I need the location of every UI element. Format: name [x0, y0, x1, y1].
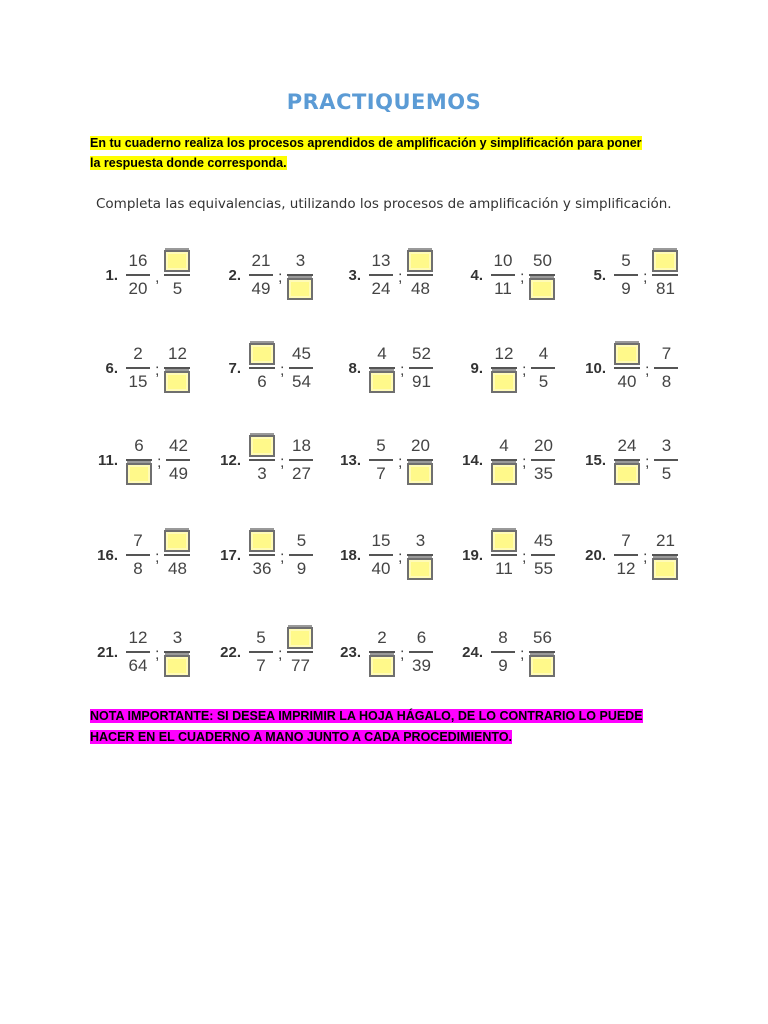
answer-box[interactable]: [249, 530, 275, 552]
fraction: [527, 248, 557, 302]
fraction: [489, 341, 519, 395]
answer-box[interactable]: [491, 371, 517, 393]
exercise-subtitle: Completa las equivalencias, utilizando los procesos de amplificación y simplificación.: [96, 196, 672, 212]
separator: ;: [280, 454, 285, 471]
numerator: 6: [416, 628, 427, 648]
fraction-bar: [164, 651, 190, 653]
fraction: [162, 248, 192, 302]
exercise-number: 7.: [228, 359, 241, 377]
numerator: 5: [376, 436, 386, 456]
note-highlight: NOTA IMPORTANTE: SI DESEA IMPRIMIR LA HOJA HÁGALO, DE LO CONTRARIO LO PUEDE HACER EN EL CUADERNO A MANO JUNTO A CADA PROCEDIMIENTO.: [90, 709, 643, 744]
denominator: 11: [494, 278, 512, 298]
exercise-item: [580, 245, 680, 305]
fraction: [367, 433, 395, 487]
denominator: 27: [291, 463, 311, 483]
fraction: [405, 528, 435, 582]
exercise-item: [335, 245, 435, 305]
exercise-item: [335, 430, 435, 490]
separator: ;: [520, 269, 525, 286]
separator: ;: [522, 362, 527, 379]
denominator: 49: [168, 463, 188, 483]
exercise-number: 5.: [593, 266, 606, 284]
denominator: 24: [371, 278, 391, 298]
separator: ;: [522, 549, 527, 566]
exercise-number: 16.: [97, 546, 118, 564]
numerator: 5: [621, 251, 631, 271]
fraction: [612, 248, 640, 302]
exercise-number: 19.: [462, 546, 483, 564]
fraction: [247, 625, 275, 679]
exercise-number: 9.: [470, 359, 483, 377]
numerator: 3: [661, 436, 672, 456]
separator: ;: [155, 549, 160, 566]
fraction-bar: [164, 367, 190, 369]
denominator: 54: [291, 371, 311, 391]
denominator: 15: [128, 371, 148, 391]
numerator: 5: [256, 628, 266, 648]
exercise-item: [215, 430, 315, 490]
numerator: 10: [493, 251, 513, 271]
numerator: 3: [172, 628, 183, 648]
exercise-item: [215, 525, 315, 585]
exercise-item: [580, 525, 680, 585]
answer-box[interactable]: [652, 558, 678, 580]
fraction: [650, 248, 680, 302]
fraction-bar: [126, 459, 152, 461]
fraction-bar: [614, 459, 640, 461]
answer-box[interactable]: [126, 463, 152, 485]
separator: ;: [400, 646, 405, 663]
denominator: 12: [616, 558, 636, 578]
numerator: 12: [128, 628, 148, 648]
fraction: [124, 625, 152, 679]
separator: ;: [155, 646, 160, 663]
fraction: [285, 625, 315, 679]
denominator: 48: [410, 278, 430, 298]
fraction: [529, 341, 557, 395]
denominator: 11: [495, 558, 513, 578]
denominator: 77: [290, 655, 310, 675]
exercise-item: [92, 338, 192, 398]
fraction: [367, 625, 397, 679]
exercise-number: 20.: [585, 546, 606, 564]
fraction-bar: [652, 554, 678, 556]
fraction: [124, 341, 152, 395]
denominator: 9: [621, 278, 631, 298]
answer-box[interactable]: [614, 343, 640, 365]
exercise-item: [335, 338, 435, 398]
numerator: 45: [291, 344, 311, 364]
denominator: 8: [133, 558, 143, 578]
fraction: [287, 528, 315, 582]
numerator: 24: [617, 436, 637, 456]
fraction: [247, 433, 277, 487]
numerator: 3: [415, 531, 426, 551]
answer-box[interactable]: [164, 371, 190, 393]
numerator: 20: [533, 436, 553, 456]
denominator: 55: [533, 558, 553, 578]
fraction: [162, 625, 192, 679]
fraction-bar: [529, 274, 555, 276]
numerator: 7: [621, 531, 631, 551]
numerator: 12: [167, 344, 187, 364]
denominator: 20: [128, 278, 148, 298]
fraction: [164, 433, 192, 487]
exercise-number: 17.: [220, 546, 241, 564]
numerator: 15: [371, 531, 391, 551]
numerator: 7: [133, 531, 143, 551]
numerator: 56: [532, 628, 552, 648]
fraction: [367, 341, 397, 395]
numerator: 12: [494, 344, 514, 364]
fraction: [652, 341, 680, 395]
exercise-number: 1.: [105, 266, 118, 284]
exercise-item: [92, 245, 192, 305]
exercise-number: 22.: [220, 643, 241, 661]
denominator: 40: [617, 371, 637, 391]
answer-box[interactable]: [287, 627, 313, 649]
fraction: [489, 433, 519, 487]
answer-box[interactable]: [164, 530, 190, 552]
exercise-item: [92, 622, 192, 682]
separator: ;: [645, 454, 650, 471]
fraction: [367, 528, 395, 582]
exercise-item: [215, 245, 315, 305]
exercise-item: [215, 338, 315, 398]
fraction: [124, 433, 154, 487]
separator: ;: [280, 362, 285, 379]
numerator: 45: [533, 531, 553, 551]
separator: ;: [520, 646, 525, 663]
fraction-bar: [369, 367, 395, 369]
answer-box[interactable]: [529, 655, 555, 677]
fraction: [407, 341, 435, 395]
exercise-number: 21.: [97, 643, 118, 661]
fraction: [489, 625, 517, 679]
fraction-bar: [529, 651, 555, 653]
fraction: [162, 341, 192, 395]
separator: ;: [398, 549, 403, 566]
exercise-number: 15.: [585, 451, 606, 469]
exercise-item: [215, 622, 315, 682]
instruction-text: [90, 133, 650, 173]
denominator: 9: [498, 655, 508, 675]
separator: ;: [522, 454, 527, 471]
numerator: 3: [295, 251, 306, 271]
fraction: [407, 625, 435, 679]
answer-box[interactable]: [407, 558, 433, 580]
exercise-number: 23.: [340, 643, 361, 661]
denominator: 64: [128, 655, 148, 675]
exercise-number: 18.: [340, 546, 361, 564]
numerator: 2: [133, 344, 143, 364]
answer-box[interactable]: [614, 463, 640, 485]
denominator: 91: [411, 371, 431, 391]
exercise-number: 12.: [220, 451, 241, 469]
numerator: 50: [532, 251, 552, 271]
answer-box[interactable]: [407, 463, 433, 485]
fraction-bar: [369, 651, 395, 653]
exercise-item: [457, 525, 557, 585]
separator: ;: [280, 549, 285, 566]
separator: ;: [155, 362, 160, 379]
fraction: [527, 625, 557, 679]
fraction: [612, 341, 642, 395]
denominator: 5: [538, 371, 549, 391]
denominator: 3: [257, 463, 267, 483]
answer-box[interactable]: [652, 250, 678, 272]
exercise-item: [335, 622, 435, 682]
separator: ,: [155, 269, 160, 286]
denominator: 7: [256, 655, 266, 675]
denominator: 7: [376, 463, 386, 483]
exercise-item: [457, 430, 557, 490]
exercise-number: 11.: [97, 451, 118, 469]
exercise-number: 24.: [462, 643, 483, 661]
separator: ;: [157, 454, 162, 471]
fraction: [489, 528, 519, 582]
numerator: 4: [538, 344, 549, 364]
denominator: 40: [371, 558, 391, 578]
numerator: 21: [251, 251, 271, 271]
denominator: 5: [172, 278, 183, 298]
fraction: [285, 248, 315, 302]
answer-box[interactable]: [407, 250, 433, 272]
fraction-bar: [407, 554, 433, 556]
answer-box[interactable]: [491, 530, 517, 552]
fraction-bar: [287, 274, 313, 276]
exercise-item: [580, 430, 680, 490]
fraction-bar: [491, 367, 517, 369]
numerator: 18: [291, 436, 311, 456]
numerator: 5: [296, 531, 307, 551]
denominator: 36: [252, 558, 272, 578]
exercise-number: 10.: [585, 359, 606, 377]
fraction: [489, 248, 517, 302]
answer-box[interactable]: [164, 250, 190, 272]
numerator: 4: [499, 436, 509, 456]
separator: ;: [643, 269, 648, 286]
exercise-item: [457, 338, 557, 398]
numerator: 7: [661, 344, 672, 364]
numerator: 21: [655, 531, 675, 551]
page-title: PRACTIQUEMOS: [286, 90, 482, 114]
fraction: [124, 528, 152, 582]
fraction: [247, 341, 277, 395]
fraction: [247, 528, 277, 582]
important-note: [90, 706, 680, 748]
answer-box[interactable]: [287, 278, 313, 300]
numerator: 2: [377, 628, 387, 648]
numerator: 16: [128, 251, 148, 271]
instruction-highlight: En tu cuaderno realiza los procesos aprendidos de amplificación y simplificación para poner la respuesta donde corresponda.: [90, 136, 642, 170]
denominator: 81: [655, 278, 675, 298]
fraction: [650, 528, 680, 582]
exercise-number: 2.: [228, 266, 241, 284]
fraction: [162, 528, 192, 582]
numerator: 4: [377, 344, 387, 364]
separator: ;: [398, 269, 403, 286]
separator: ;: [278, 269, 283, 286]
fraction: [405, 433, 435, 487]
fraction: [287, 341, 315, 395]
separator: ;: [645, 362, 650, 379]
exercise-number: 6.: [105, 359, 118, 377]
answer-box[interactable]: [249, 343, 275, 365]
fraction: [529, 433, 557, 487]
denominator: 5: [661, 463, 672, 483]
denominator: 39: [411, 655, 431, 675]
exercise-item: [457, 622, 557, 682]
denominator: 9: [296, 558, 307, 578]
exercise-number: 14.: [462, 451, 483, 469]
exercise-number: 4.: [470, 266, 483, 284]
numerator: 8: [498, 628, 508, 648]
denominator: 35: [533, 463, 553, 483]
fraction: [247, 248, 275, 302]
fraction: [124, 248, 152, 302]
fraction-bar: [491, 459, 517, 461]
exercise-item: [457, 245, 557, 305]
answer-box[interactable]: [249, 435, 275, 457]
separator: ;: [278, 646, 283, 663]
fraction: [405, 248, 435, 302]
fraction: [287, 433, 315, 487]
numerator: 20: [410, 436, 430, 456]
fraction: [529, 528, 557, 582]
exercise-number: 13.: [340, 451, 361, 469]
answer-box[interactable]: [164, 655, 190, 677]
answer-box[interactable]: [491, 463, 517, 485]
numerator: 52: [411, 344, 431, 364]
fraction: [612, 528, 640, 582]
exercise-item: [92, 525, 192, 585]
exercise-item: [92, 430, 192, 490]
denominator: 48: [167, 558, 187, 578]
exercise-number: 3.: [348, 266, 361, 284]
fraction: [367, 248, 395, 302]
fraction: [612, 433, 642, 487]
denominator: 6: [257, 371, 267, 391]
separator: ;: [398, 454, 403, 471]
numerator: 13: [371, 251, 391, 271]
separator: ;: [400, 362, 405, 379]
denominator: 49: [251, 278, 271, 298]
exercise-item: [580, 338, 680, 398]
denominator: 8: [661, 371, 672, 391]
answer-box[interactable]: [369, 655, 395, 677]
exercise-item: [335, 525, 435, 585]
answer-box[interactable]: [369, 371, 395, 393]
exercise-number: 8.: [348, 359, 361, 377]
numerator: 42: [168, 436, 188, 456]
fraction: [652, 433, 680, 487]
answer-box[interactable]: [529, 278, 555, 300]
fraction-bar: [407, 459, 433, 461]
separator: ;: [643, 549, 648, 566]
numerator: 6: [134, 436, 144, 456]
